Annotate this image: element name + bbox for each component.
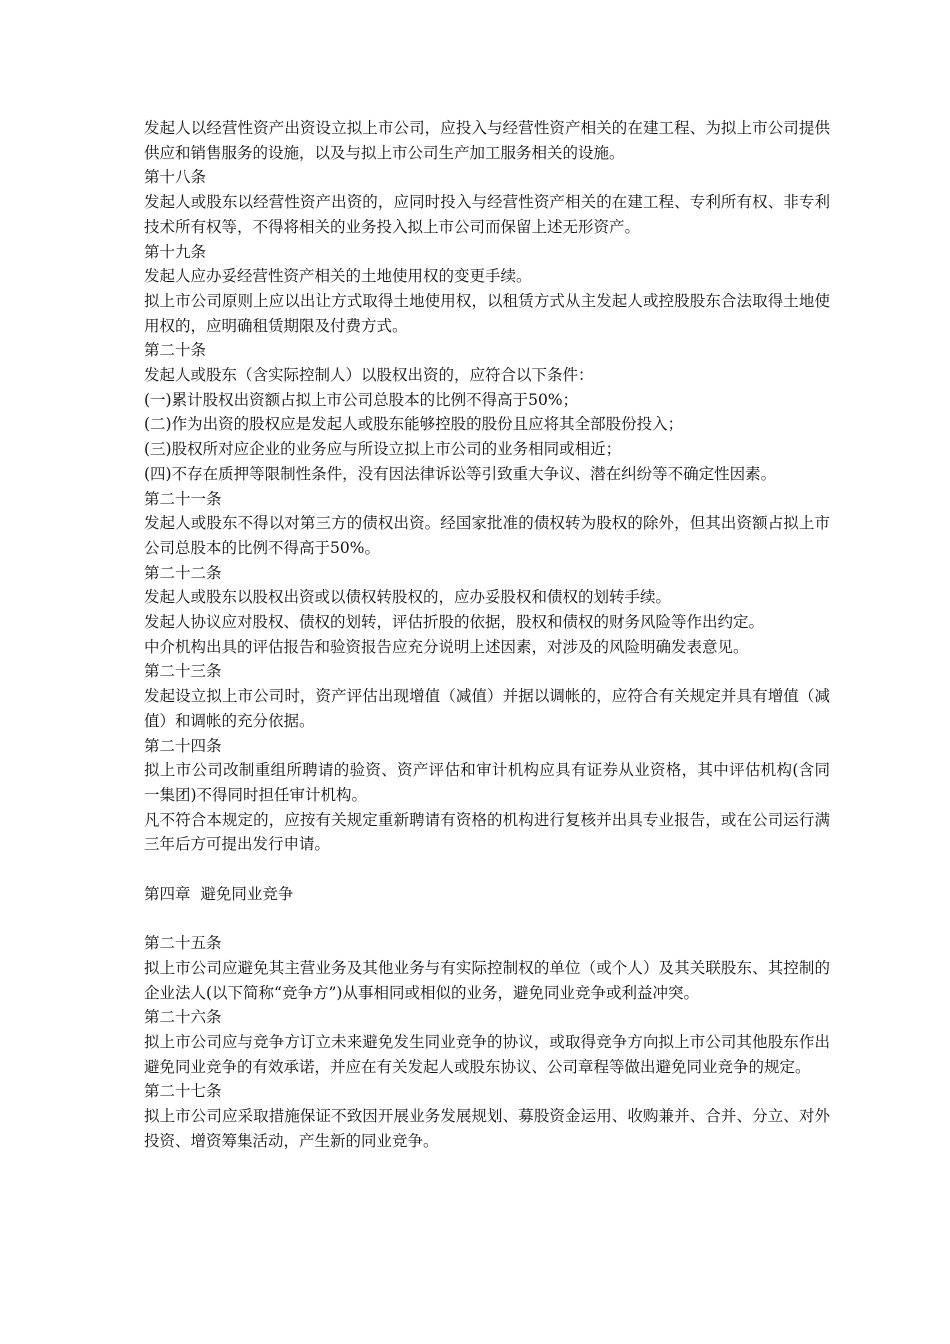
- article-heading: 第二十条: [144, 341, 207, 360]
- blank-line: [144, 906, 830, 931]
- list-item: (四)不存在质押等限制性条件，没有因法律诉讼等引致重大争议、潜在纠纷等不确定性因素。: [144, 464, 777, 483]
- paragraph: 发起人或股东（含实际控制人）以股权出资的，应符合以下条件：: [144, 366, 594, 385]
- paragraph: 发起人或股东以经营性资产出资的，应同时投入与经营性资产相关的在建工程、专利所有权、非专利技术所有权等，不得将相关的业务投入拟上市公司而保留上述无形资产。: [144, 193, 830, 236]
- article-heading: 第二十二条: [144, 563, 222, 582]
- article-heading: 第二十三条: [144, 662, 222, 681]
- article-heading: 第二十五条: [144, 934, 222, 953]
- paragraph: 拟上市公司改制重组所聘请的验资、资产评估和审计机构应具有证券从业资格，其中评估机构(含同一集团)不得同时担任审计机构。: [144, 761, 830, 804]
- article-heading: 第二十七条: [144, 1082, 222, 1101]
- paragraph: 发起人应办妥经营性资产相关的土地使用权的变更手续。: [144, 267, 532, 286]
- article-heading: 第十八条: [144, 168, 207, 187]
- paragraph: 拟上市公司原则上应以出让方式取得土地使用权，以租赁方式从主发起人或控股股东合法取得土地使用权的，应明确租赁期限及付费方式。: [144, 291, 830, 335]
- list-item: (二)作为出资的股权应是发起人或股东能够控股的股份且应将其全部股份投入；: [144, 415, 684, 434]
- paragraph: 发起设立拟上市公司时，资产评估出现增值（减值）并据以调帐的，应符合有关规定并具有增值（减值）和调帐的充分依据。: [144, 687, 830, 730]
- list-item: (三)股权所对应企业的业务应与所设立拟上市公司的业务相同或相近；: [144, 440, 622, 459]
- paragraph: 发起人协议应对股权、债权的划转，评估折股的依据，股权和债权的财务风险等作出约定。: [144, 613, 765, 632]
- paragraph: 发起人或股东以股权出资或以债权转股权的，应办妥股权和债权的划转手续。: [144, 588, 672, 607]
- article-heading: 第二十四条: [144, 736, 222, 755]
- paragraph: 发起人以经营性资产出资设立拟上市公司，应投入与经营性资产相关的在建工程、为拟上市公司提供供应和销售服务的设施，以及与拟上市公司生产加工服务相关的设施。: [144, 119, 830, 162]
- chapter-heading: 第四章 避免同业竞争: [144, 884, 294, 903]
- article-heading: 第二十一条: [144, 489, 222, 508]
- paragraph: 中介机构出具的评估报告和验资报告应充分说明上述因素，对涉及的风险明确发表意见。: [144, 637, 749, 656]
- paragraph: 拟上市公司应与竞争方订立未来避免发生同业竞争的协议，或取得竞争方向拟上市公司其他股东作出避免同业竞争的有效承诺，并应在有关发起人或股东协议、公司章程等做出避免同业竞争的规定。: [144, 1032, 830, 1076]
- paragraph: 拟上市公司应采取措施保证不致因开展业务发展规划、募股资金运用、收购兼并、合并、分立、对外投资、增资筹集活动，产生新的同业竞争。: [144, 1107, 830, 1150]
- document-page: [144, 116, 830, 1154]
- list-item: (一)累计股权出资额占拟上市公司总股本的比例不得高于50%；: [144, 390, 579, 409]
- blank-line: [144, 857, 830, 882]
- paragraph: 凡不符合本规定的，应按有关规定重新聘请有资格的机构进行复核并出具专业报告，或在公司运行满三年后方可提出发行申请。: [144, 810, 830, 854]
- article-heading: 第十九条: [144, 242, 207, 261]
- paragraph: 拟上市公司应避免其主营业务及其他业务与有实际控制权的单位（或个人）及其关联股东、其控制的企业法人(以下简称“竞争方”)从事相同或相似的业务，避免同业竞争或利益冲突。: [144, 958, 830, 1002]
- paragraph: 发起人或股东不得以对第三方的债权出资。经国家批准的债权转为股权的除外，但其出资额占拟上市公司总股本的比例不得高于50%。: [144, 514, 830, 557]
- article-heading: 第二十六条: [144, 1008, 222, 1027]
